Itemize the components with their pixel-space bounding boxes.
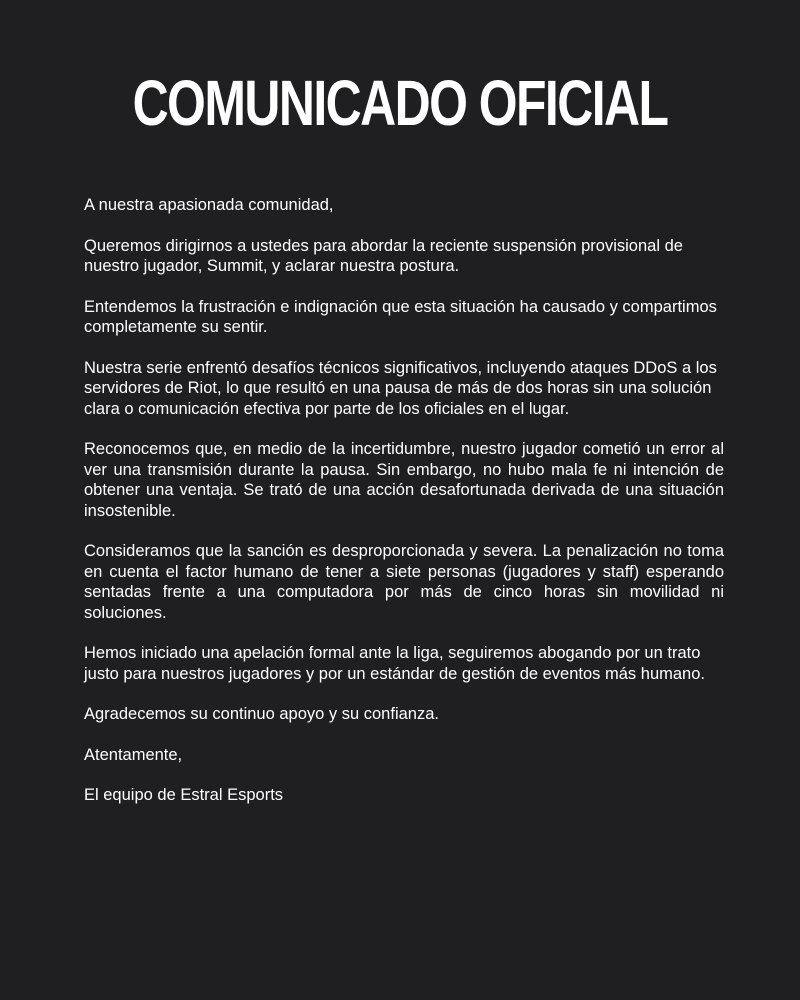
paragraph-thanks: Agradecemos su continuo apoyo y su confianza. [84, 705, 439, 723]
paragraph-sanction: Consideramos que la sanción es desproporcionada y severa. La penalización no toma en cuenta el factor humano de tener a siete personas (jugadores y staff) esperando sentadas frente a una computadora por más de cinco horas sin movilidad ni soluciones. [84, 542, 724, 622]
sign-off: Atentamente, [84, 745, 183, 764]
paragraph-technical-issues: Nuestra serie enfrentó desafíos técnicos significativos, incluyendo ataques DDoS a los servidores de Riot, lo que resultó en una pausa de más de dos horas sin una solución clara o comunicación efectiva por parte de los oficiales en el lugar. [84, 358, 717, 418]
paragraph-understanding: Entendemos la frustración e indignación que esta situación ha causado y compartimos completamente su sentir. [84, 297, 717, 336]
paragraph-intro: Queremos dirigirnos a ustedes para abordar la reciente suspensión provisional de nuestro jugador, Summit, y aclarar nuestra postura. [84, 236, 683, 275]
greeting: A nuestra apasionada comunidad, [84, 196, 334, 214]
paragraph-appeal: Hemos iniciado una apelación formal ante la liga, seguiremos abogando por un trato justo para nuestros jugadores y por un estándar de gestión de eventos más humano. [84, 644, 705, 683]
signature: El equipo de Estral Esports [84, 786, 284, 804]
statement-body [84, 195, 724, 826]
paragraph-acknowledgement: Reconocemos que, en medio de la incertidumbre, nuestro jugador cometió un error al ver una transmisión durante la pausa. Sin embargo, no hubo mala fe ni intención de obtener una ventaja. Se trató de una acción desafortunada derivada de una situación insostenible. [84, 440, 724, 520]
statement-title: COMUNICADO OFICIAL [132, 67, 668, 139]
